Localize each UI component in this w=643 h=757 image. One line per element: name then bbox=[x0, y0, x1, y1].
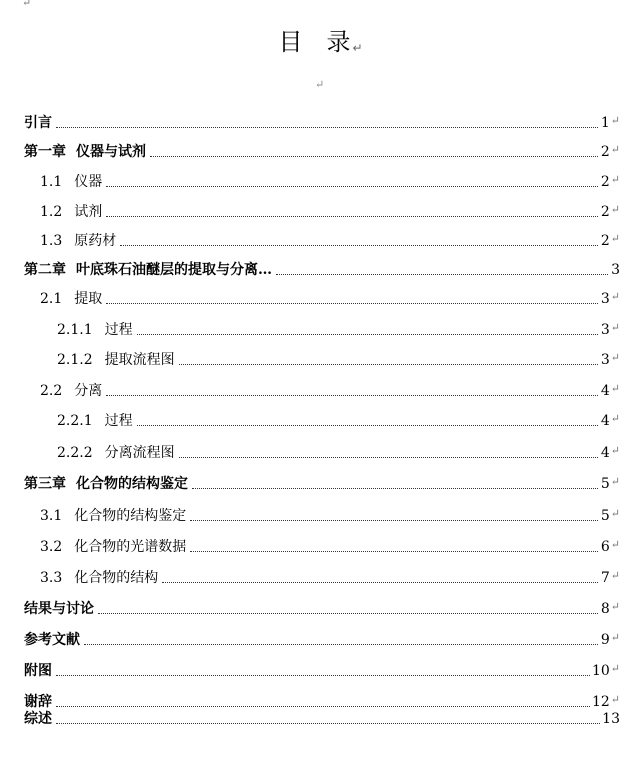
toc-entry-label: 叶底珠石油醚层的提取与分离… bbox=[76, 262, 272, 278]
paragraph-mark-icon: ↵ bbox=[610, 382, 620, 395]
toc-entry-page-number: 2 bbox=[600, 233, 610, 249]
toc-entry-page-number: 3 bbox=[600, 322, 610, 338]
toc-entry-page-number: 12 bbox=[591, 694, 610, 710]
dot-leader bbox=[84, 644, 598, 645]
toc-entry-number: 1.3 bbox=[40, 233, 63, 249]
toc-entry[interactable] bbox=[24, 497, 620, 525]
toc-entry-label: 化合物的结构鉴定 bbox=[76, 476, 188, 492]
toc-entry[interactable] bbox=[24, 251, 620, 279]
paragraph-mark-icon: ↵ bbox=[610, 538, 620, 551]
toc-entry-label: 仪器 bbox=[74, 174, 103, 190]
toc-entry-page-number: 5 bbox=[600, 476, 610, 492]
paragraph-mark-icon: ↵ bbox=[610, 693, 620, 706]
toc-entry[interactable] bbox=[24, 280, 620, 308]
dot-leader bbox=[192, 488, 598, 489]
paragraph-mark-icon: ↵ bbox=[610, 662, 620, 675]
dot-leader bbox=[179, 364, 598, 365]
toc-entry-number: 1.1 bbox=[40, 174, 63, 190]
toc-entry-label: 参考文献 bbox=[24, 632, 80, 648]
dot-leader bbox=[56, 127, 598, 128]
toc-entry-label: 化合物的结构鉴定 bbox=[74, 508, 187, 524]
toc-entry[interactable] bbox=[24, 700, 620, 728]
toc-entry-number: 2.1 bbox=[40, 291, 63, 307]
toc-entry-number: 1.2 bbox=[40, 204, 63, 220]
toc-entry[interactable] bbox=[24, 402, 620, 430]
toc-entry[interactable] bbox=[24, 621, 620, 649]
toc-entry-page-number: 4 bbox=[600, 383, 610, 399]
toc-entry[interactable] bbox=[24, 372, 620, 400]
dot-leader bbox=[276, 274, 608, 275]
toc-entry[interactable] bbox=[24, 528, 620, 556]
paragraph-mark-icon: ↵ bbox=[22, 0, 32, 9]
toc-entry-page-number: 2 bbox=[600, 204, 610, 220]
paragraph-mark-icon: ↵ bbox=[610, 321, 620, 334]
toc-entry-number: 第三章 bbox=[24, 476, 66, 492]
toc-entry-number: 第二章 bbox=[24, 262, 66, 278]
toc-entry[interactable] bbox=[24, 193, 620, 221]
paragraph-mark-icon: ↵ bbox=[610, 351, 620, 364]
toc-entry-number: 2.1.2 bbox=[57, 352, 93, 368]
toc-entry-page-number: 5 bbox=[600, 508, 610, 524]
dot-leader bbox=[120, 245, 598, 246]
toc-entry-number: 2.1.1 bbox=[57, 322, 93, 338]
paragraph-mark-icon: ↵ bbox=[610, 412, 620, 425]
paragraph-mark-icon: ↵ bbox=[610, 475, 620, 488]
toc-entry-label: 分离流程图 bbox=[104, 445, 175, 461]
paragraph-mark-icon: ↵ bbox=[315, 78, 325, 91]
toc-entry-page-number: 2 bbox=[600, 144, 610, 160]
toc-entry-label: 提取流程图 bbox=[104, 352, 175, 368]
toc-entry-label: 仪器与试剂 bbox=[76, 144, 146, 160]
toc-entry-page-number: 3 bbox=[611, 262, 620, 278]
toc-entry-page-number: 4 bbox=[600, 413, 610, 429]
dot-leader bbox=[190, 551, 598, 552]
toc-entry-label: 结果与讨论 bbox=[24, 601, 94, 617]
toc-entry-label: 化合物的结构 bbox=[74, 570, 159, 586]
toc-entry-page-number: 4 bbox=[600, 445, 610, 461]
toc-entry-page-number: 7 bbox=[600, 570, 610, 586]
paragraph-mark-icon: ↵ bbox=[610, 173, 620, 186]
toc-entry-number: 3.2 bbox=[40, 539, 63, 555]
toc-entry[interactable] bbox=[24, 163, 620, 191]
paragraph-mark-icon: ↵ bbox=[610, 232, 620, 245]
dot-leader bbox=[137, 334, 598, 335]
toc-entry-page-number: 3 bbox=[600, 352, 610, 368]
paragraph-mark-icon: ↵ bbox=[610, 114, 620, 127]
toc-entry-number: 2.2 bbox=[40, 383, 63, 399]
dot-leader bbox=[162, 582, 598, 583]
paragraph-mark-icon: ↵ bbox=[610, 600, 620, 613]
dot-leader bbox=[106, 186, 598, 187]
toc-entry-number: 3.1 bbox=[40, 508, 63, 524]
page-title bbox=[0, 22, 643, 57]
paragraph-mark-icon: ↵ bbox=[352, 41, 365, 55]
toc-entry-page-number: 1 bbox=[600, 115, 610, 131]
toc-entry[interactable] bbox=[24, 341, 620, 369]
toc-entry-label: 化合物的光谱数据 bbox=[74, 539, 187, 555]
toc-entry-label: 引言 bbox=[24, 115, 52, 131]
toc-entry-label: 过程 bbox=[104, 413, 133, 429]
toc-entry-page-number: 10 bbox=[591, 663, 610, 679]
dot-leader bbox=[137, 425, 598, 426]
toc-entry-number: 2.2.1 bbox=[57, 413, 93, 429]
toc-entry-label: 谢辞 bbox=[24, 694, 52, 710]
toc-entry-label: 原药材 bbox=[74, 233, 117, 249]
toc-entry-label: 分离 bbox=[74, 383, 103, 399]
toc-entry[interactable] bbox=[24, 434, 620, 462]
toc-entry-label: 提取 bbox=[74, 291, 103, 307]
toc-entry[interactable] bbox=[24, 222, 620, 250]
toc-entry-page-number: 8 bbox=[600, 601, 610, 617]
toc-entry[interactable] bbox=[24, 311, 620, 339]
dot-leader bbox=[179, 457, 598, 458]
dot-leader bbox=[190, 520, 598, 521]
toc-entry[interactable] bbox=[24, 465, 620, 493]
toc-entry-label: 附图 bbox=[24, 663, 52, 679]
paragraph-mark-icon: ↵ bbox=[610, 507, 620, 520]
toc-entry[interactable] bbox=[24, 590, 620, 618]
toc-entry-page-number: 6 bbox=[600, 539, 610, 555]
dot-leader bbox=[98, 613, 598, 614]
dot-leader bbox=[56, 723, 600, 724]
toc-entry[interactable] bbox=[24, 652, 620, 680]
title-char-1: 目 bbox=[278, 28, 305, 56]
toc-entry-page-number: 13 bbox=[602, 711, 620, 727]
toc-entry-label: 综述 bbox=[24, 711, 52, 727]
dot-leader bbox=[106, 395, 598, 396]
toc-entry-number: 3.3 bbox=[40, 570, 63, 586]
toc-entry[interactable] bbox=[24, 133, 620, 161]
paragraph-mark-icon: ↵ bbox=[610, 444, 620, 457]
toc-entry-page-number: 9 bbox=[600, 632, 610, 648]
toc-entry[interactable] bbox=[24, 104, 620, 132]
dot-leader bbox=[106, 303, 598, 304]
toc-entry-page-number: 2 bbox=[600, 174, 610, 190]
dot-leader bbox=[106, 216, 598, 217]
paragraph-mark-icon: ↵ bbox=[610, 203, 620, 216]
dot-leader bbox=[56, 675, 590, 676]
toc-entry[interactable] bbox=[24, 559, 620, 587]
paragraph-mark-icon: ↵ bbox=[610, 631, 620, 644]
paragraph-mark-icon: ↵ bbox=[610, 143, 620, 156]
dot-leader bbox=[150, 156, 598, 157]
paragraph-mark-icon: ↵ bbox=[610, 569, 620, 582]
toc-entry-page-number: 3 bbox=[600, 291, 610, 307]
title-char-2: 录 bbox=[326, 28, 353, 56]
paragraph-mark-icon: ↵ bbox=[610, 290, 620, 303]
toc-entry-label: 试剂 bbox=[74, 204, 103, 220]
toc-entry-number: 第一章 bbox=[24, 144, 66, 160]
toc-entry-label: 过程 bbox=[104, 322, 133, 338]
toc-entry-number: 2.2.2 bbox=[57, 445, 93, 461]
